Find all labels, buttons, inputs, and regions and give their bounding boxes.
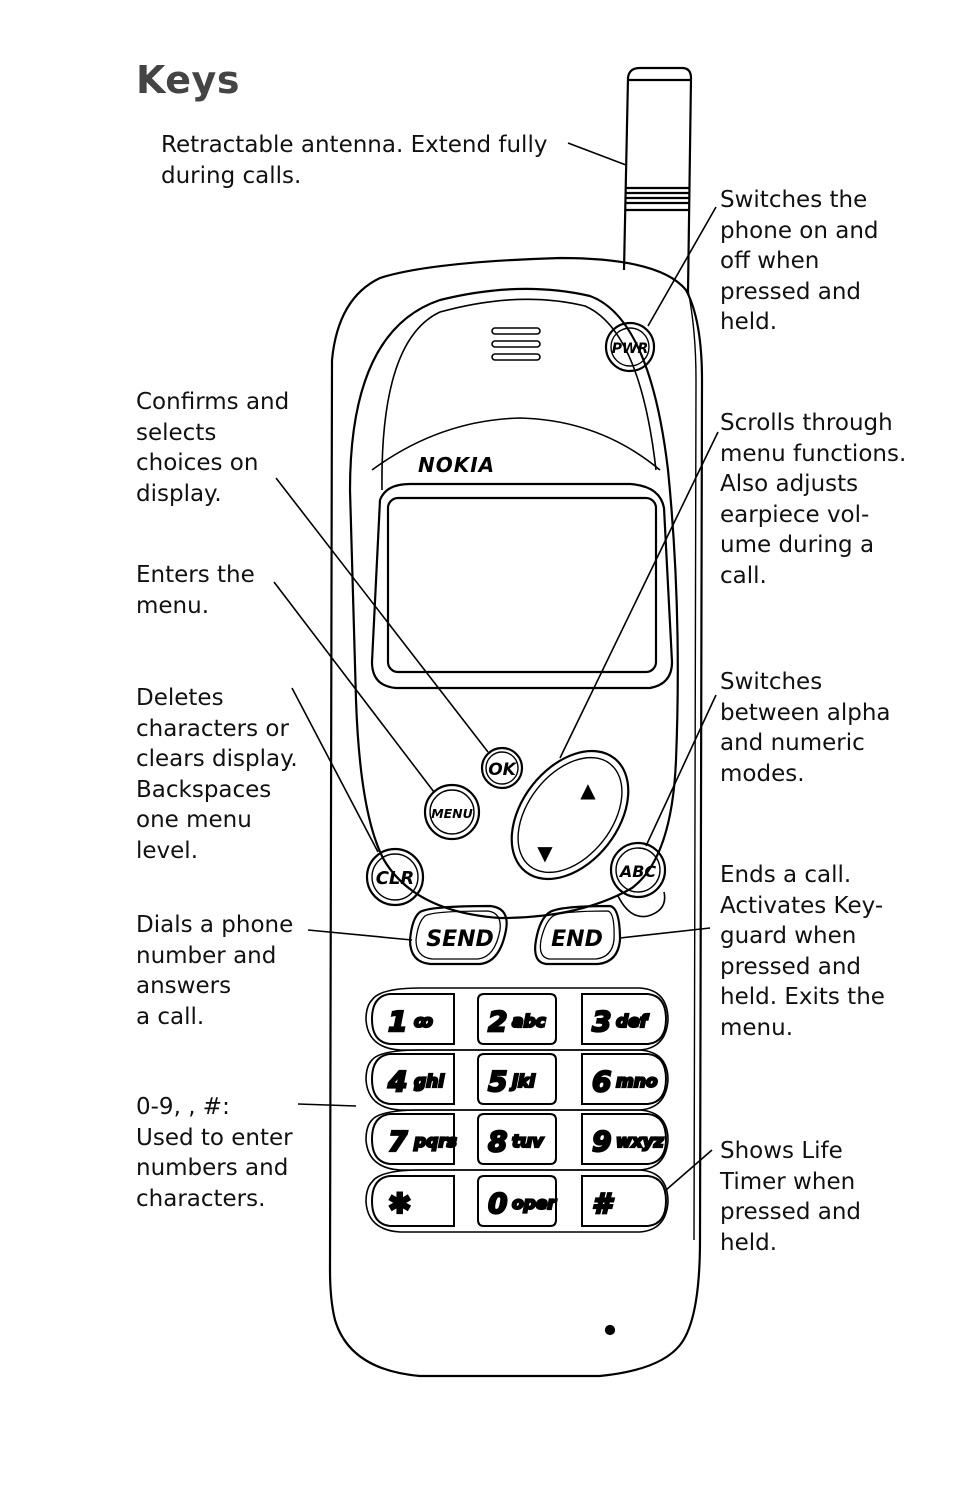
clr-key-label: CLR [375, 868, 415, 889]
abc-key-label: ABC [619, 862, 657, 881]
keypad-key-3[interactable] [582, 994, 666, 1044]
keypad-digit: 2 [488, 1005, 508, 1038]
keypad-key-8[interactable] [478, 1114, 556, 1164]
keypad-digit: 4 [388, 1065, 408, 1098]
keypad-digit: # [592, 1187, 612, 1220]
keypad-letters: wxyz [616, 1132, 664, 1152]
power-callout: Switches the phone on and off when pressed and held. [720, 187, 879, 335]
keypad-key-hash[interactable] [582, 1176, 666, 1226]
keypad-letters: def [616, 1012, 648, 1032]
keypad-digit: 5 [488, 1065, 508, 1098]
display-screen [388, 498, 656, 672]
keypad-digit: 1 [388, 1005, 408, 1038]
keypad-letters: ghi [414, 1072, 445, 1092]
digits-callout: 0-9, , #: Used to enter numbers and characters. [136, 1094, 293, 1212]
keypad-key-2[interactable] [478, 994, 556, 1044]
ok-callout: Confirms and selects choices on display. [136, 389, 290, 507]
earpiece-icon [492, 328, 540, 360]
keypad-key-6[interactable] [582, 1054, 666, 1104]
keypad-digit: 9 [592, 1125, 612, 1158]
keypad-key-7[interactable] [372, 1114, 457, 1164]
keypad-digit: 8 [488, 1125, 508, 1158]
display-bezel [372, 484, 672, 688]
keypad-key-9[interactable] [582, 1114, 666, 1164]
keypad-digit: 6 [592, 1065, 612, 1098]
keypad-digit: 0 [488, 1187, 508, 1220]
keypad-key-5[interactable] [478, 1054, 556, 1104]
keypad-key-0[interactable] [478, 1176, 557, 1226]
keypad-letters: oper [512, 1194, 556, 1214]
keypad-letters: abc [512, 1012, 546, 1032]
send-callout: Dials a phone number and answers a call. [136, 912, 294, 1030]
keypad-key-4[interactable] [372, 1054, 454, 1104]
send-key-label: SEND [426, 927, 494, 952]
menu-callout: Enters the menu. [136, 562, 255, 619]
clr-callout: Deletes characters or clears display. Backspaces one menu level. [136, 685, 298, 864]
keypad-letters: pqrs [414, 1132, 457, 1152]
keypad-key-star[interactable] [372, 1176, 454, 1226]
hash-callout: Shows Life Timer when pressed and held. [720, 1138, 861, 1256]
antenna-callout: Retractable antenna. Extend fully during calls. [161, 132, 548, 189]
pwr-key-label: PWR [611, 341, 649, 357]
keypad-letters: tuv [512, 1132, 544, 1152]
keypad-letters: jkl [512, 1072, 535, 1092]
ok-key-label: OK [488, 760, 516, 780]
keypad-letters: mno [616, 1072, 658, 1092]
menu-key-label: MENU [431, 806, 473, 821]
end-callout: Ends a call. Activates Key- guard when pressed and held. Exits the menu. [720, 862, 885, 1041]
scroll-down-icon: ▼ [537, 841, 553, 865]
scroll-callout: Scrolls through menu functions. Also adjusts earpiece vol- ume during a call. [720, 410, 907, 589]
scroll-up-icon: ▲ [580, 778, 596, 802]
abc-callout: Switches between alpha and numeric modes. [720, 669, 891, 787]
brand-logo: NOKIA [418, 453, 496, 477]
microphone-icon [606, 1326, 614, 1334]
keypad-letters: ꝏ [414, 1012, 433, 1032]
keypad-digit: ✱ [388, 1187, 412, 1220]
antenna [624, 68, 691, 292]
keypad-digit: 7 [388, 1125, 408, 1158]
end-key-label: END [551, 927, 603, 952]
keypad-key-1[interactable] [372, 994, 454, 1044]
page-title: Keys [136, 58, 240, 102]
keypad-digit: 3 [592, 1005, 612, 1038]
